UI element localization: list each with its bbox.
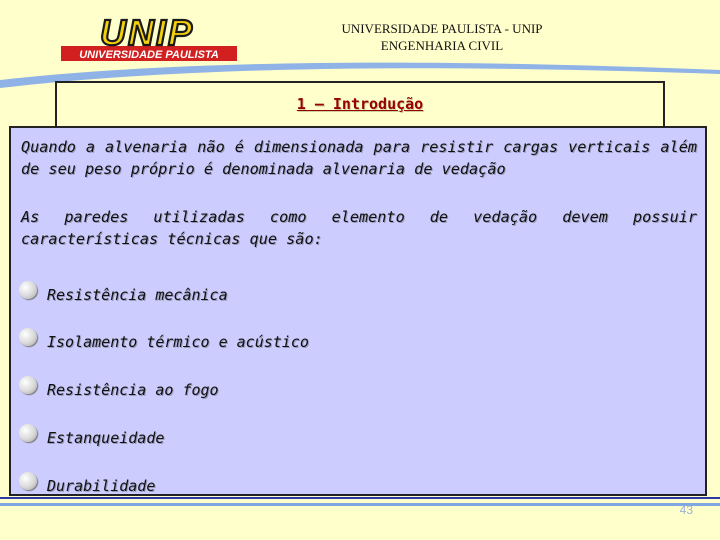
- footer-rule-light: [0, 503, 720, 506]
- page-number: 43: [679, 503, 693, 517]
- bullet-icon: [19, 376, 37, 394]
- paragraph-2: As paredes utilizadas como elemento de vedação devem possuir características técnicas que são:: [21, 208, 697, 248]
- bullet-icon: [19, 328, 37, 346]
- bullet-text: Durabilidade: [47, 477, 156, 495]
- svg-text:UNIP: UNIP: [99, 12, 195, 53]
- bullet-text: Resistência ao fogo: [47, 381, 219, 399]
- content-panel: [9, 126, 707, 496]
- bullet-icon: [19, 424, 37, 442]
- institution-header: [280, 20, 604, 54]
- bullet-text: Estanqueidade: [47, 429, 165, 447]
- unip-logo: [47, 12, 240, 64]
- institution-name: UNIVERSIDADE PAULISTA - UNIP: [341, 21, 543, 36]
- title-box: [55, 81, 665, 131]
- paragraph-1: Quando a alvenaria não é dimensionada para resistir cargas verticais além de seu peso próprio é denominada alvenaria de vedação: [21, 138, 697, 178]
- bullet-text: Isolamento térmico e acústico: [47, 333, 309, 351]
- slide-title: 1 – Introdução: [296, 95, 424, 113]
- bullet-icon: [19, 472, 37, 490]
- footer-rule: [0, 497, 720, 499]
- bullet-text: Resistência mecânica: [47, 286, 228, 304]
- svg-text:UNIVERSIDADE PAULISTA: UNIVERSIDADE PAULISTA: [79, 49, 219, 61]
- course-name: ENGENHARIA CIVIL: [380, 38, 504, 53]
- bullet-icon: [19, 281, 37, 299]
